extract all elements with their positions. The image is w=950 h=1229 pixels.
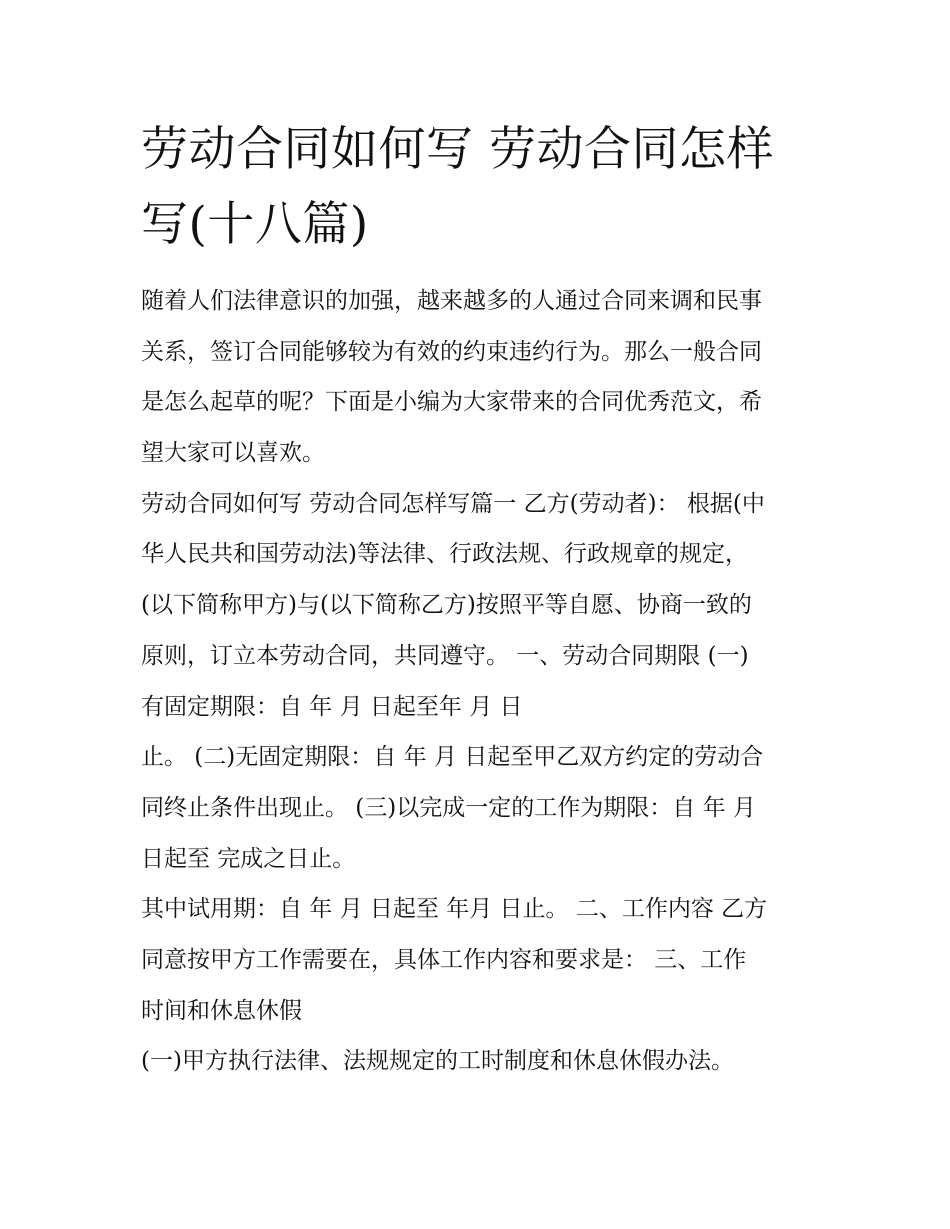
body-line: 有固定期限：自 年 月 日起至年 月 日 <box>141 693 523 720</box>
body-line: 华人民共和国劳动法)等法律、行政法规、行政规章的规定， <box>141 541 748 568</box>
body-line: 同终止条件出现止。 (三)以完成一定的工作为期限：自 年 月 <box>141 794 756 821</box>
body-line: (一)甲方执行法律、法规规定的工时制度和休息休假办法。 <box>141 1048 734 1075</box>
body-line: 同意按甲方工作需要在，具体工作内容和要求是： 三、工作 <box>141 946 747 973</box>
title-line: 写(十八篇) <box>141 197 369 252</box>
body-line: 劳动合同如何写 劳动合同怎样写篇一 乙方(劳动者)： 根据(中 <box>141 490 765 517</box>
body-line: 其中试用期：自 年 月 日起至 年月 日止。 二、工作内容 乙方 <box>141 896 768 923</box>
body-line: 日起至 完成之日止。 <box>141 845 356 872</box>
body-line: 是怎么起草的呢？下面是小编为大家带来的合同优秀范文，希 <box>141 389 762 416</box>
body-line: 时间和休息休假 <box>141 997 302 1024</box>
body-line: 原则，订立本劳动合同，共同遵守。 一、劳动合同期限 (一) <box>141 642 749 669</box>
title-line: 劳动合同如何写 劳动合同怎样 <box>141 122 774 177</box>
document-body <box>141 276 821 1087</box>
document-page <box>141 112 821 1087</box>
body-line: 止。 (二)无固定期限：自 年 月 日起至甲乙双方约定的劳动合 <box>141 744 764 771</box>
document-title <box>141 112 821 262</box>
body-line: 关系，签订合同能够较为有效的约束违约行为。那么一般合同 <box>141 338 762 365</box>
body-line: 随着人们法律意识的加强，越来越多的人通过合同来调和民事 <box>141 288 762 314</box>
body-line: 望大家可以喜欢。 <box>141 440 325 467</box>
body-line: (以下简称甲方)与(以下简称乙方)按照平等自愿、协商一致的 <box>141 592 752 619</box>
